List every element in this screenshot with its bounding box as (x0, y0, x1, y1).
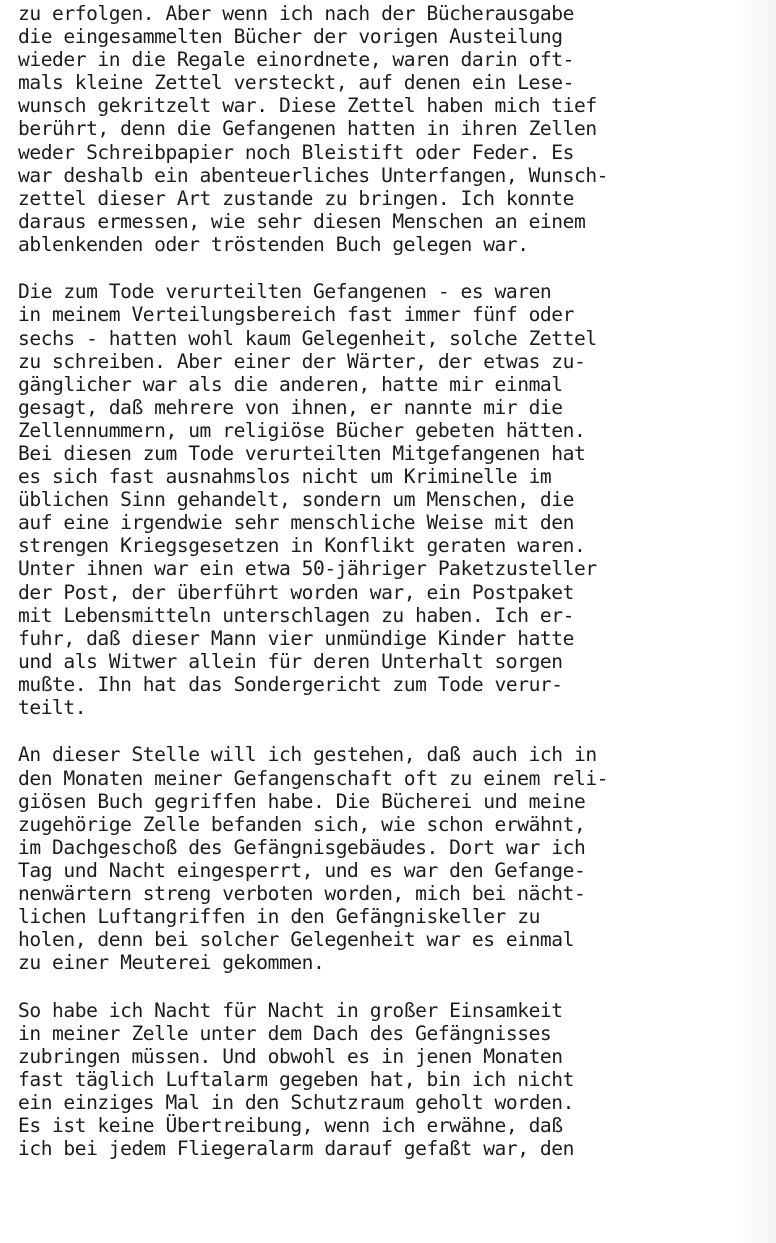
text-line: nenwärtern streng verboten worden, mich bei nächt- (18, 881, 586, 905)
paragraph (18, 2, 753, 256)
text-line: im Dachgeschoß des Gefängnisgebäudes. Dort war ich (18, 835, 586, 859)
text-line: der Post, der überführt worden war, ein Postpaket (18, 580, 574, 604)
text-line: lichen Luftangriffen in den Gefängniskeller zu (18, 905, 540, 929)
document-body[interactable] (18, 2, 753, 1185)
text-line: und als Witwer allein für deren Unterhalt sorgen (18, 649, 563, 673)
text-line: mußte. Ihn hat das Sondergericht zum Tode verur- (18, 672, 563, 696)
text-line: teilt. (18, 696, 87, 720)
text-line: ablenkenden oder tröstenden Buch gelegen war. (18, 232, 529, 256)
text-line: wieder in die Regale einordnete, waren darin oft- (18, 48, 574, 72)
text-line: weder Schreibpapier noch Bleistift oder Feder. Es (18, 140, 574, 164)
text-line: Die zum Tode verurteilten Gefangenen - es waren (18, 280, 552, 304)
text-line: gesagt, daß mehrere von ihnen, er nannte mir die (18, 395, 563, 419)
paragraph (18, 743, 753, 974)
text-line: giösen Buch gegriffen habe. Die Bücherei und meine (18, 789, 586, 813)
text-line: ein einziges Mal in den Schutzraum geholt worden. (18, 1091, 574, 1115)
paragraph (18, 999, 753, 1161)
text-line: mals kleine Zettel versteckt, auf denen ein Lese- (18, 71, 574, 95)
text-line: die eingesammelten Bücher der vorigen Austeilung (18, 25, 563, 49)
text-line: auf eine irgendwie sehr menschliche Weise mit den (18, 511, 574, 535)
text-line: Tag und Nacht eingesperrt, und es war den Gefange- (18, 858, 586, 882)
text-line: Zellennummern, um religiöse Bücher gebeten hätten. (18, 418, 586, 442)
text-line: Unter ihnen war ein etwa 50-jähriger Paketzusteller (18, 557, 597, 581)
paragraph (18, 280, 753, 719)
text-line: fuhr, daß dieser Mann vier unmündige Kinder hatte (18, 626, 574, 650)
text-line: zu einer Meuterei gekommen. (18, 951, 325, 975)
text-line: strengen Kriegsgesetzen in Konflikt geraten waren. (18, 534, 586, 558)
text-line: ich bei jedem Fliegeralarm darauf gefaßt war, den (18, 1137, 574, 1161)
text-line: holen, denn bei solcher Gelegenheit war es einmal (18, 928, 574, 952)
text-line: Es ist keine Übertreibung, wenn ich erwähne, daß (18, 1114, 563, 1138)
text-line: üblichen Sinn gehandelt, sondern um Menschen, die (18, 488, 574, 512)
text-line: zugehörige Zelle befanden sich, wie schon erwähnt, (18, 812, 586, 836)
text-line: wunsch gekritzelt war. Diese Zettel haben mich tief (18, 94, 597, 118)
text-line: An dieser Stelle will ich gestehen, daß auch ich in (18, 743, 597, 767)
text-line: in meiner Zelle unter dem Dach des Gefängnisses (18, 1021, 552, 1045)
text-line: daraus ermessen, wie sehr diesen Menschen an einem (18, 209, 586, 233)
text-line: fast täglich Luftalarm gegeben hat, bin ich nicht (18, 1067, 574, 1091)
text-line: zettel dieser Art zustande zu bringen. Ich konnte (18, 186, 574, 210)
text-line: den Monaten meiner Gefangenschaft oft zu einem reli- (18, 766, 609, 790)
text-line: mit Lebensmitteln unterschlagen zu haben. Ich er- (18, 603, 574, 627)
text-line: in meinem Verteilungsbereich fast immer fünf oder (18, 303, 574, 327)
text-line: zu schreiben. Aber einer der Wärter, der etwas zu- (18, 349, 586, 373)
text-line: zubringen müssen. Und obwohl es in jenen Monaten (18, 1044, 563, 1068)
text-line: berührt, denn die Gefangenen hatten in ihren Zellen (18, 117, 597, 141)
text-line: sechs - hatten wohl kaum Gelegenheit, solche Zettel (18, 326, 597, 350)
text-line: zu erfolgen. Aber wenn ich nach der Bücherausgabe (18, 2, 574, 25)
text-line: So habe ich Nacht für Nacht in großer Einsamkeit (18, 998, 563, 1022)
text-line: Bei diesen zum Tode verurteilten Mitgefangenen hat (18, 441, 586, 465)
text-line: es sich fast ausnahmslos nicht um Kriminelle im (18, 465, 552, 489)
text-line: war deshalb ein abenteuerliches Unterfangen, Wunsch- (18, 163, 609, 187)
text-line: gänglicher war als die anderen, hatte mir einmal (18, 372, 563, 396)
